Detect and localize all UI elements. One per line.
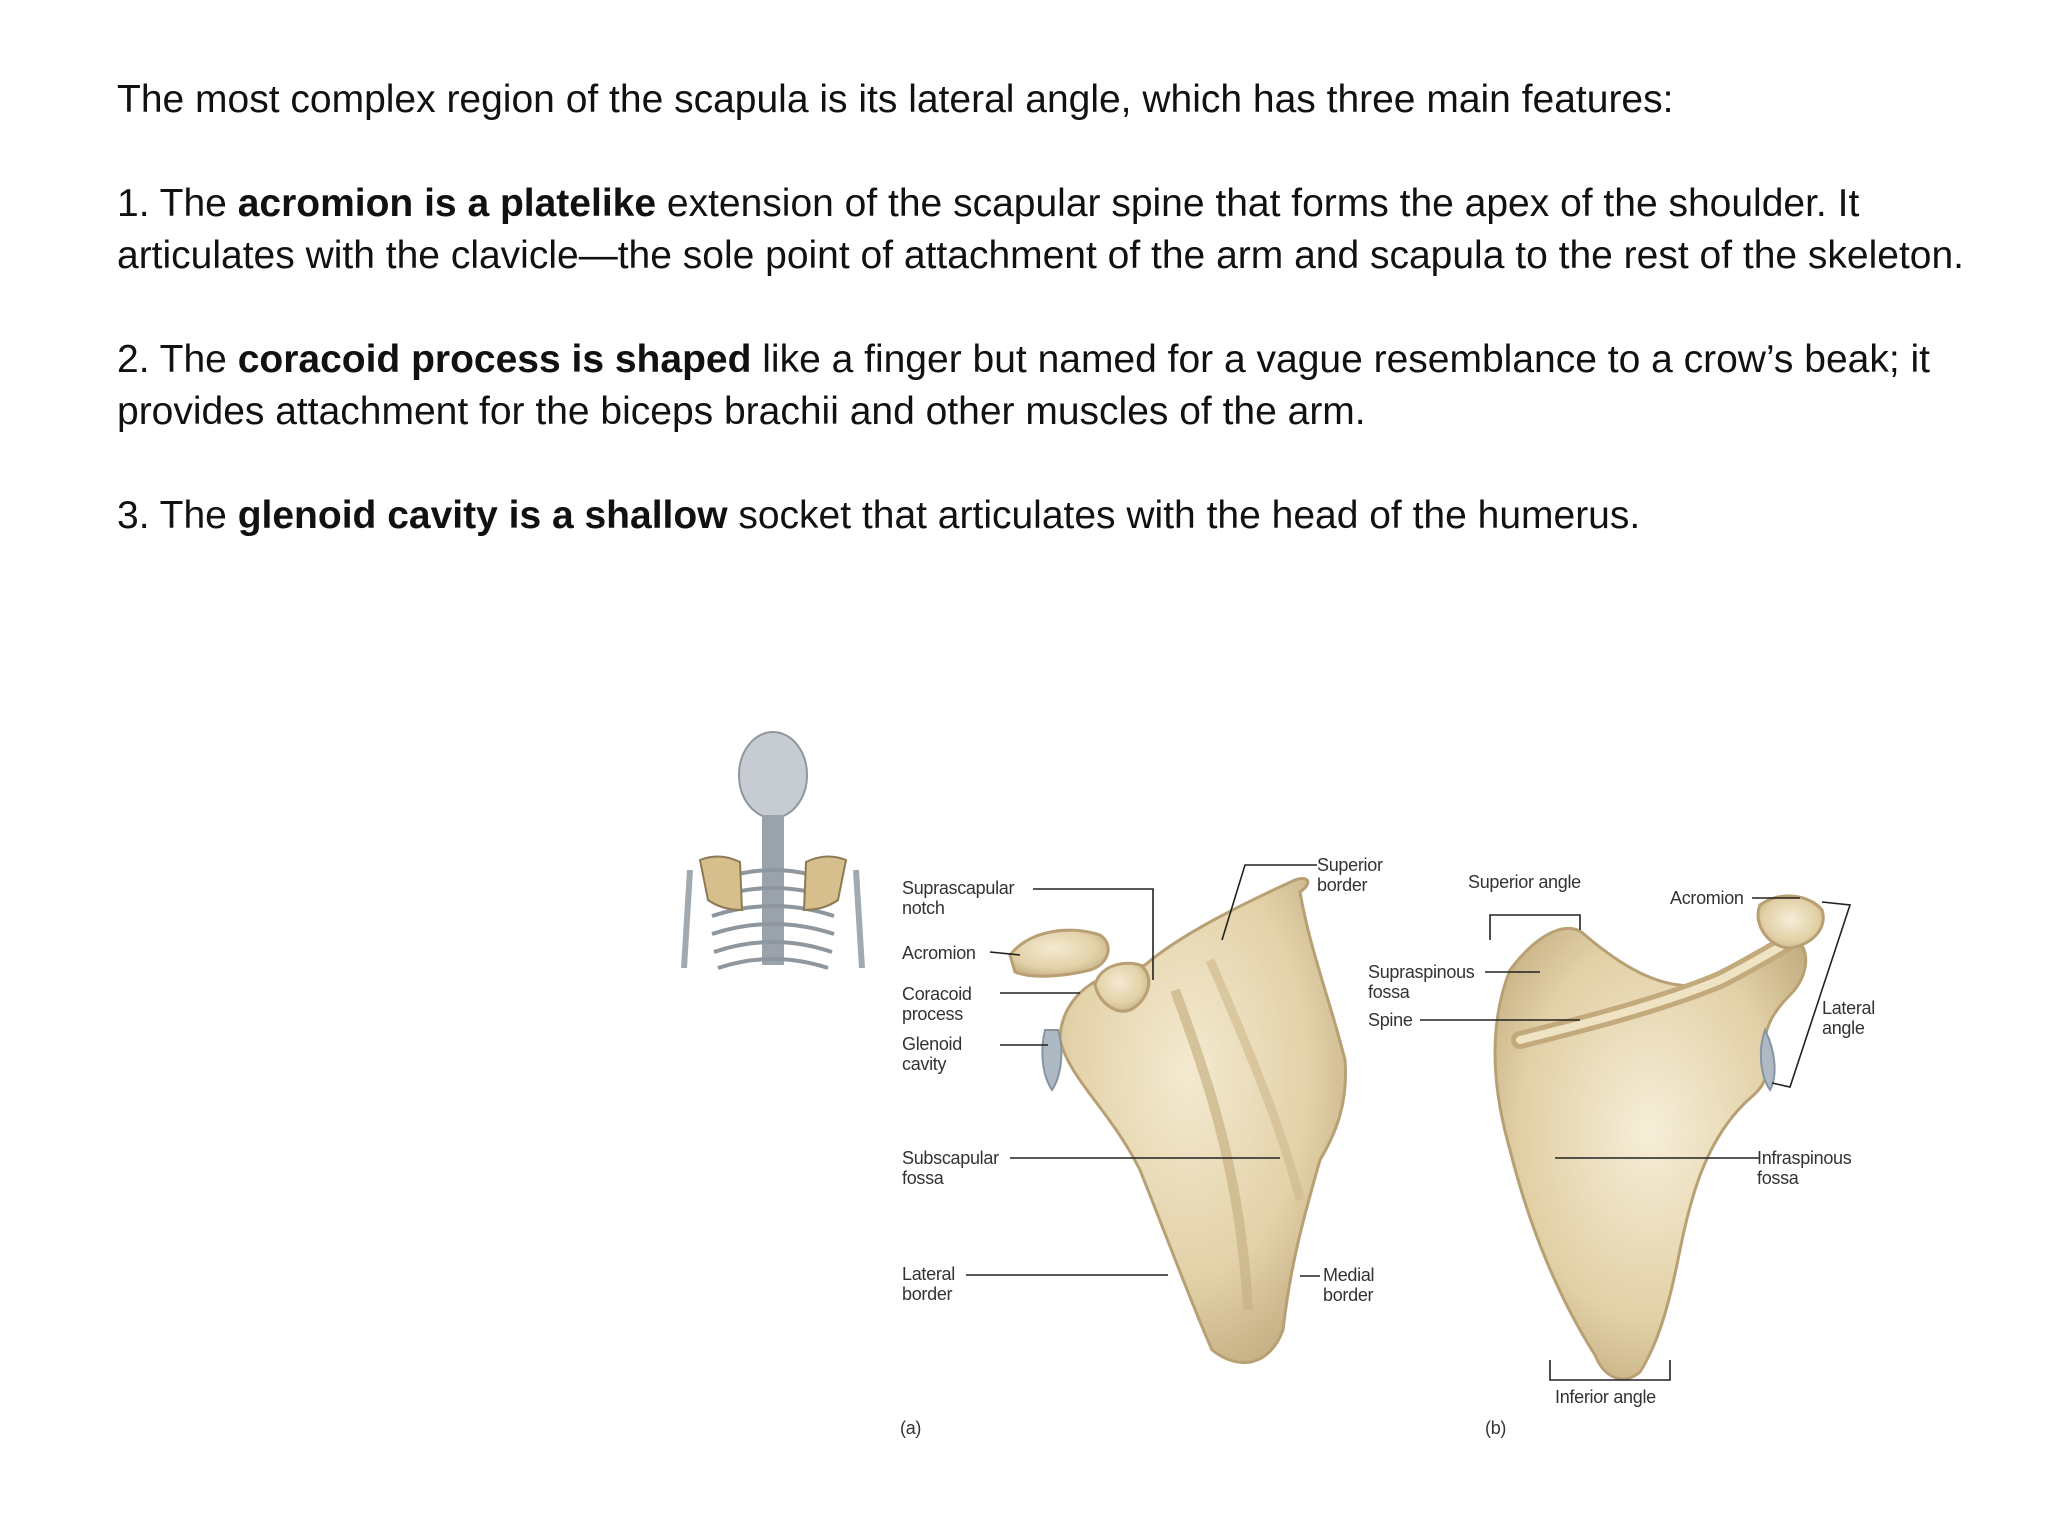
item-number: 3. The (117, 494, 238, 537)
label-lateral-angle: Lateral angle (1822, 998, 1875, 1038)
label-subscapular-fossa: Subscapular fossa (902, 1148, 999, 1188)
label-superior-border: Superior border (1317, 855, 1383, 895)
item-number: 2. The (117, 338, 238, 381)
label-infraspinous-fossa: Infraspinous fossa (1757, 1148, 1852, 1188)
item-bold-term: acromion is a platelike (237, 182, 657, 225)
intro-paragraph: The most complex region of the scapula is its lateral angle, which has three main features: (117, 78, 1674, 121)
item-description: extension of the scapular spine that forms the apex of the shoulder. It articulates with the clavicle—the sole point of attachment of the arm and scapula to the rest of the skeleton. (117, 182, 1965, 277)
scapula-posterior-view (1495, 896, 1823, 1379)
skeleton-thumbnail (680, 720, 862, 970)
label-lateral-border: Lateral border (902, 1264, 955, 1304)
label-coracoid-process: Coracoid process (902, 984, 972, 1024)
item-number: 1. The (117, 182, 238, 225)
item-description: like a finger but named for a vague resemblance to a crow’s beak; it provides attachment for the biceps brachii and other muscles of the arm. (117, 338, 1930, 433)
item-bold-term: glenoid cavity is a shallow (237, 494, 728, 537)
label-acromion-b: Acromion (1670, 888, 1744, 908)
label-supraspinous-fossa: Supraspinous fossa (1368, 962, 1475, 1002)
label-medial-border: Medial border (1323, 1265, 1375, 1305)
caption-a: (a) (900, 1418, 922, 1438)
scapula-anterior-view (1010, 879, 1346, 1363)
label-acromion-a: Acromion (902, 943, 976, 963)
label-inferior-angle: Inferior angle (1555, 1387, 1656, 1407)
label-superior-angle: Superior angle (1468, 872, 1581, 892)
caption-b: (b) (1485, 1418, 1507, 1438)
label-glenoid-cavity: Glenoid cavity (902, 1034, 962, 1074)
item-description: socket that articulates with the head of the humerus. (727, 494, 1641, 537)
label-spine: Spine (1368, 1010, 1413, 1030)
item-bold-term: coracoid process is shaped (237, 338, 752, 381)
label-suprascapular-notch: Suprascapular notch (902, 878, 1015, 918)
